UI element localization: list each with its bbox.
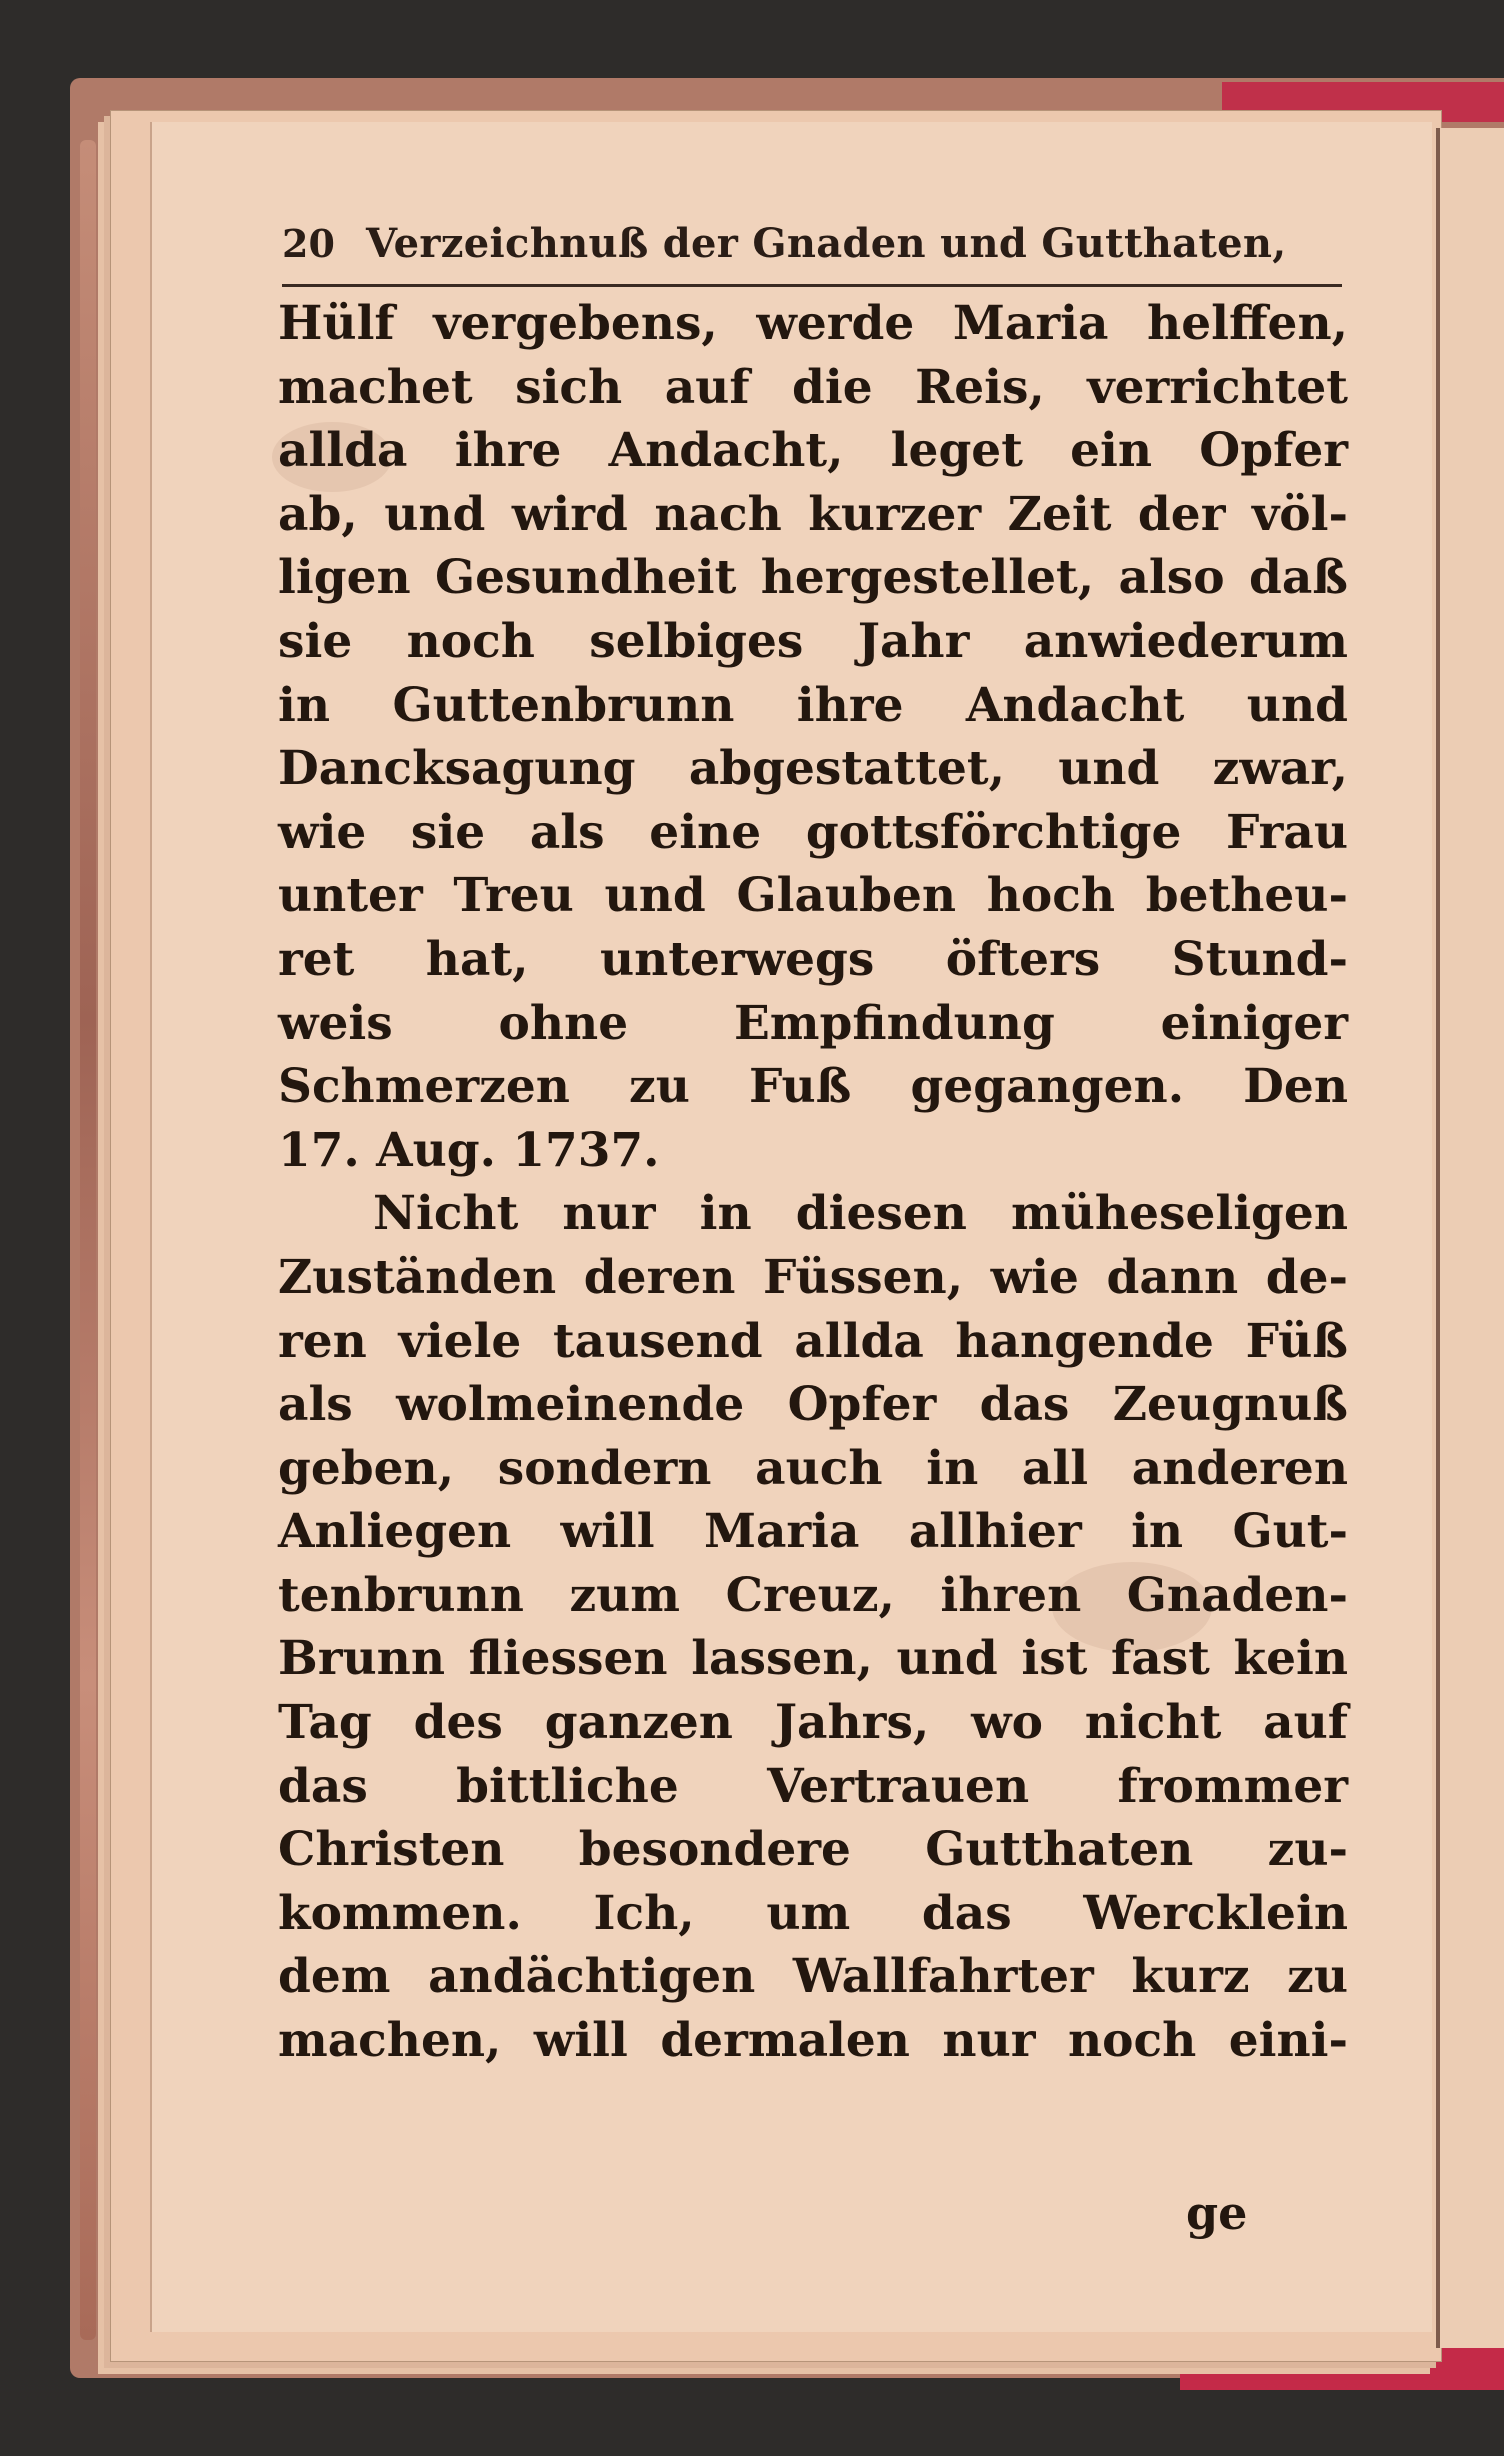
text-line: Zuständen deren Füssen, wie dann de- [278, 1249, 1348, 1305]
text-line: Brunn fliessen lassen, und ist fast kein [278, 1631, 1348, 1687]
running-head: Verzeichnuß der Gnaden und Gutthaten, [366, 220, 1287, 267]
text-line: Tag des ganzen Jahrs, wo nicht auf [278, 1695, 1348, 1751]
text-line: Nicht nur in diesen müheseligen [373, 1186, 1348, 1242]
text-line: 17. Aug. 1737. [278, 1122, 660, 1178]
text-line: wie sie als eine gottsförchtige Frau [278, 804, 1348, 860]
text-line: ren viele tausend allda hangende Füß [278, 1313, 1348, 1369]
facing-page-edge [1436, 128, 1504, 2348]
text-line: als wolmeinende Opfer das Zeugnuß [278, 1377, 1348, 1433]
page-header [282, 214, 1342, 274]
text-line: dem andächtigen Wallfahrter kurz zu [278, 1949, 1348, 2005]
text-line: ligen Gesundheit hergestellet, also daß [278, 550, 1348, 606]
text-line: geben, sondern auch in all anderen [278, 1440, 1348, 1496]
page-number: 20 [282, 221, 335, 266]
text-line: das bittliche Vertrauen frommer [278, 1758, 1348, 1814]
text-line: sie noch selbiges Jahr anwiederum [278, 613, 1348, 669]
header-rule [282, 284, 1342, 287]
text-line: machen, will dermalen nur noch eini- [278, 2013, 1348, 2069]
text-line: allda ihre Andacht, leget ein Opfer [278, 423, 1348, 479]
text-line: in Guttenbrunn ihre Andacht und [278, 677, 1348, 733]
text-line: Anliegen will Maria allhier in Gut- [278, 1504, 1348, 1560]
text-line: unter Treu und Glauben hoch betheu- [278, 868, 1348, 924]
catchword: ge [1186, 2186, 1248, 2240]
text-line: tenbrunn zum Creuz, ihren Gnaden- [278, 1567, 1348, 1623]
body-text [278, 292, 1348, 2073]
text-line: Dancksagung abgestattet, und zwar, [278, 741, 1348, 797]
book-edge [80, 140, 96, 2340]
text-line: kommen. Ich, um das Wercklein [278, 1885, 1348, 1941]
text-line: ret hat, unterwegs öfters Stund- [278, 931, 1348, 987]
text-line: ab, und wird nach kurzer Zeit der völ- [278, 486, 1348, 542]
text-line: machet sich auf die Reis, verrichtet [278, 359, 1348, 415]
text-line: Schmerzen zu Fuß gegangen. Den [278, 1059, 1348, 1115]
text-line: Christen besondere Gutthaten zu- [278, 1822, 1348, 1878]
text-line: Hülf vergebens, werde Maria helffen, [278, 296, 1348, 351]
text-line: weis ohne Empfindung einiger [278, 995, 1348, 1051]
